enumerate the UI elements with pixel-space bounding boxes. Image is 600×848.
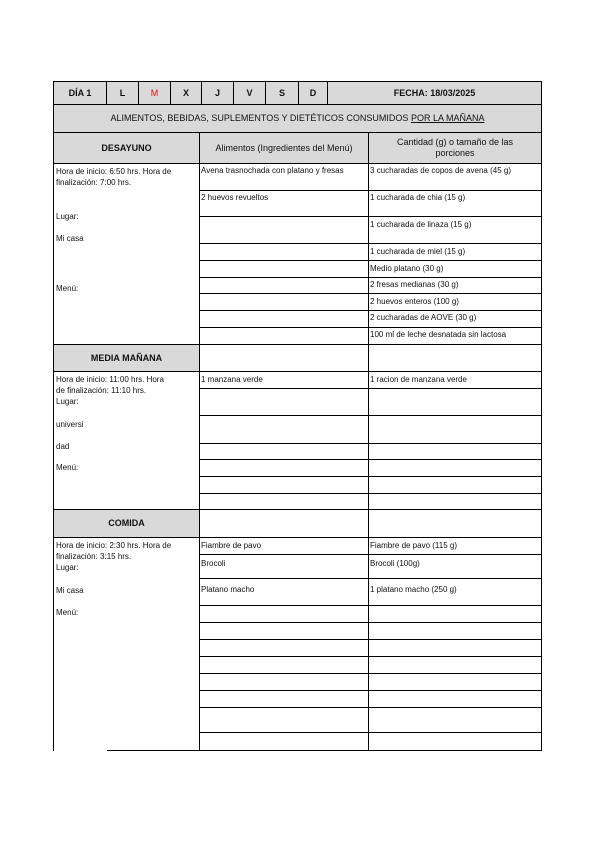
date-label: FECHA: 18/03/2025 [327, 81, 542, 105]
comida-food-3: Platano macho [201, 585, 255, 594]
comida-food-1: Fiambre de pavo [201, 541, 262, 550]
media-manana-time-line1: Hora de inicio: 11:00 hrs. Hora [56, 375, 164, 384]
comida-time-line1: Hora de inicio: 2:30 hrs. Hora de [56, 541, 172, 550]
page-title: ALIMENTOS, BEBIDAS, SUPLEMENTOS Y DIETÉTICOS CONSUMIDOS POR LA MAÑANA [53, 104, 542, 133]
comida-header: COMIDA [53, 509, 200, 538]
desayuno-qty-5: Medio platano (30 g) [370, 264, 444, 273]
media-manana-header-blank [199, 344, 542, 372]
desayuno-qty-7: 2 huevos enteros (100 g) [370, 297, 459, 306]
desayuno-time-line1: Hora de inicio: 6:50 hrs. Hora de [56, 167, 172, 176]
comida-qty-1: Fiambre de pavo (115 g) [370, 541, 458, 550]
comida-place-label: Lugar: [56, 563, 79, 572]
desayuno-qty-3: 1 cucharada de linaza (15 g) [370, 220, 472, 229]
comida-menu-label: Menú: [56, 608, 79, 617]
weekday-x: X [170, 81, 202, 105]
desayuno-qty-6: 2 fresas medianas (30 g) [370, 280, 459, 289]
desayuno-info-cell [53, 163, 200, 345]
desayuno-food-2: 2 huevos revueltos [201, 193, 269, 202]
media-manana-place-label: Lugar: [56, 397, 79, 406]
media-manana-time-line2: de finalización: 11:10 hrs. [56, 386, 147, 395]
quantity-column-header: Cantidad (g) o tamaño de las porciones [368, 132, 542, 164]
day-label: DÍA 1 [53, 81, 107, 105]
media-manana-qty-1: 1 racion de manzana verde [370, 375, 467, 384]
media-manana-menu-label: Menú: [56, 463, 79, 472]
weekday-s: S [265, 81, 299, 105]
desayuno-qty-8: 2 cucharadas de AOVE (30 g) [370, 313, 477, 322]
desayuno-header: DESAYUNO [53, 132, 200, 164]
weekday-j: J [201, 81, 234, 105]
comida-qty-3: 1 platano macho (250 g) [370, 585, 457, 594]
desayuno-qty-4: 1 cucharada de miel (15 g) [370, 247, 466, 256]
desayuno-food-1: Avena trasnochada con platano y fresas [201, 166, 344, 175]
comida-place: Mi casa [56, 586, 84, 595]
desayuno-place: Mi casa [56, 234, 84, 243]
weekday-v: V [233, 81, 266, 105]
desayuno-time-line2: finalización: 7:00 hrs. [56, 178, 132, 187]
weekday-l: L [106, 81, 139, 105]
desayuno-qty-1: 3 cucharadas de copos de avena (45 g) [370, 166, 511, 175]
media-manana-place-line1: universi [56, 420, 84, 429]
weekday-m: M [138, 81, 171, 105]
media-manana-food-1: 1 manzana verde [201, 375, 263, 384]
weekday-d: D [298, 81, 328, 105]
media-manana-place-line2: dad [56, 442, 70, 451]
foods-column-header: Alimentos (Ingredientes del Menú) [199, 132, 369, 164]
media-manana-header: MEDIA MAÑANA [53, 344, 200, 372]
desayuno-qty-2: 1 cucharada de chia (15 g) [370, 193, 466, 202]
comida-qty-2: Brocoli (100g) [370, 559, 420, 568]
desayuno-menu-label: Menú: [56, 284, 79, 293]
comida-grid [199, 537, 542, 751]
comida-time-line2: finalización: 3:15 hrs. [56, 552, 132, 561]
comida-header-blank [199, 509, 542, 538]
desayuno-place-label: Lugar: [56, 212, 79, 221]
media-manana-grid [199, 371, 542, 510]
comida-food-2: Brocoli [201, 559, 226, 568]
desayuno-qty-9: 100 ml de leche desnatada sin lactosa [370, 330, 507, 339]
